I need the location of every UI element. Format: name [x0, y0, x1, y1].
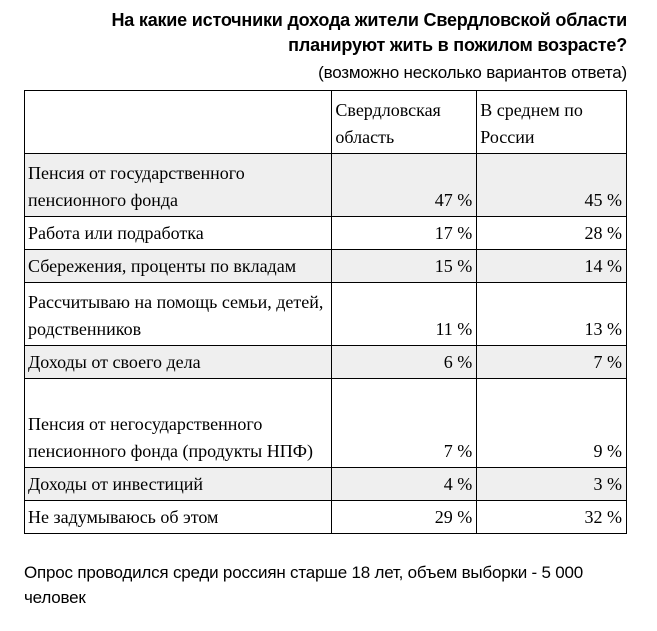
table-row	[25, 468, 627, 501]
row-value-sverdlovsk: 7 %	[332, 379, 477, 468]
table-row	[25, 501, 627, 534]
survey-table	[24, 90, 627, 534]
row-value-russia: 13 %	[477, 283, 627, 346]
row-label: Работа или подработка	[25, 217, 332, 250]
row-label: Доходы от инвестиций	[25, 468, 332, 501]
header-sverdlovsk: Свердловская область	[332, 91, 477, 154]
row-value-russia: 9 %	[477, 379, 627, 468]
row-value-russia: 7 %	[477, 346, 627, 379]
table-row	[25, 346, 627, 379]
title-line-1: На какие источники дохода жители Свердловской области	[111, 10, 627, 30]
table-row	[25, 379, 627, 468]
row-label: Пенсия от государственного пенсионного фонда	[25, 154, 332, 217]
row-value-sverdlovsk: 47 %	[332, 154, 477, 217]
row-value-russia: 32 %	[477, 501, 627, 534]
row-value-sverdlovsk: 15 %	[332, 250, 477, 283]
footnote: Опрос проводился среди россиян старше 18 лет, объем выборки - 5 000 человек	[24, 563, 584, 607]
row-label: Доходы от своего дела	[25, 346, 332, 379]
row-label: Пенсия от негосударственного пенсионного фонда (продукты НПФ)	[25, 379, 332, 468]
table-row	[25, 250, 627, 283]
page-title	[7, 8, 627, 58]
table-row	[25, 154, 627, 217]
row-value-sverdlovsk: 29 %	[332, 501, 477, 534]
table-row	[25, 283, 627, 346]
page-subtitle: (возможно несколько вариантов ответа)	[318, 63, 627, 82]
header-russia: В среднем по России	[477, 91, 627, 154]
table-header-row	[25, 91, 627, 154]
row-value-russia: 3 %	[477, 468, 627, 501]
row-value-sverdlovsk: 17 %	[332, 217, 477, 250]
row-value-russia: 28 %	[477, 217, 627, 250]
table-row	[25, 217, 627, 250]
row-label: Не задумываюсь об этом	[25, 501, 332, 534]
row-value-russia: 45 %	[477, 154, 627, 217]
row-label: Рассчитываю на помощь семьи, детей, родственников	[25, 283, 332, 346]
row-value-sverdlovsk: 6 %	[332, 346, 477, 379]
row-value-sverdlovsk: 11 %	[332, 283, 477, 346]
row-value-sverdlovsk: 4 %	[332, 468, 477, 501]
row-value-russia: 14 %	[477, 250, 627, 283]
row-label: Сбережения, проценты по вкладам	[25, 250, 332, 283]
title-line-2: планируют жить в пожилом возрасте?	[288, 35, 627, 55]
header-empty	[25, 91, 332, 154]
